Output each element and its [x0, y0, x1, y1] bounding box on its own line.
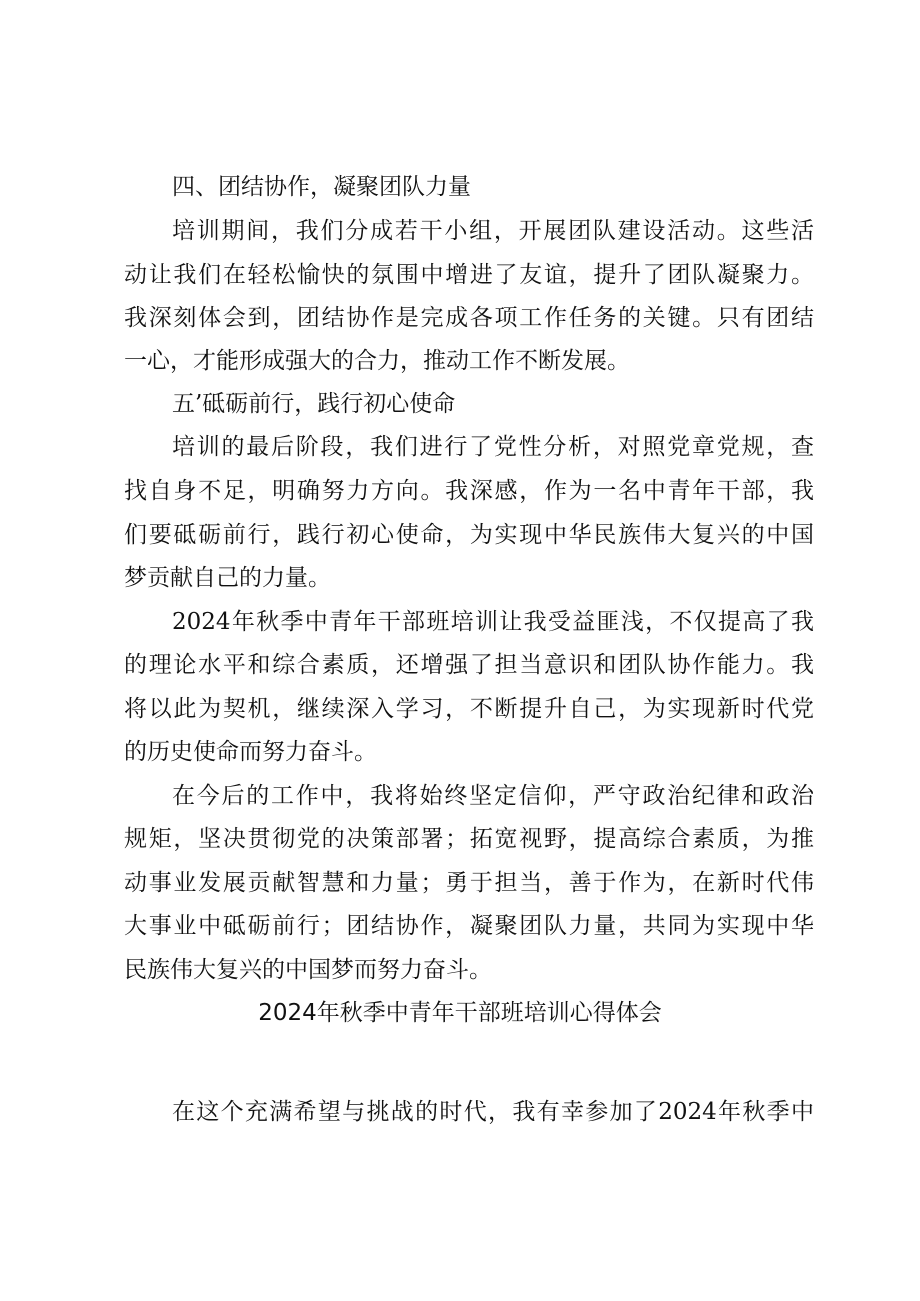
section-5-line-1: 培训的最后阶段，我们进行了党性分析，对照党章党规，查	[172, 434, 814, 460]
section-4-heading: 四、团结协作，凝聚团队力量	[172, 174, 471, 200]
summary-line-2: 的理论水平和综合素质，还增强了担当意识和团队协作能力。我	[124, 652, 814, 678]
section-4-line-3: 我深刻体会到，团结协作是完成各项工作任务的关键。只有团结	[124, 305, 814, 331]
future-line-5: 民族伟大复兴的中国梦而努力奋斗。	[124, 957, 492, 983]
next-article-title: 2024年秋季中青年干部班培训心得体会	[258, 1000, 662, 1026]
future-line-2: 规矩，坚决贯彻党的决策部署；拓宽视野，提高综合素质，为推	[124, 826, 814, 852]
summary-line-4: 的历史使命而努力奋斗。	[124, 739, 377, 765]
section-5-line-2: 找自身不足，明确努力方向。我深感，作为一名中青年干部，我	[124, 478, 814, 504]
section-5-line-3: 们要砥砺前行，践行初心使命，为实现中华民族伟大复兴的中国	[124, 522, 814, 548]
section-5-heading: 五’砥砺前行，践行初心使命	[172, 391, 456, 417]
future-line-3: 动事业发展贡献智慧和力量；勇于担当，善于作为，在新时代伟	[124, 870, 814, 896]
summary-line-3: 将以此为契机，继续深入学习，不断提升自己，为实现新时代党	[124, 696, 814, 722]
next-article-first-line: 在这个充满希望与挑战的时代，我有幸参加了2024年秋季中	[172, 1099, 814, 1125]
section-4-line-1: 培训期间，我们分成若干小组，开展团队建设活动。这些活	[172, 218, 814, 244]
section-5-line-4: 梦贡献自己的力量。	[124, 565, 331, 591]
summary-line-1: 2024年秋季中青年干部班培训让我受益匪浅，不仅提高了我	[172, 609, 814, 635]
section-4-line-4: 一心，才能形成强大的合力，推动工作不断发展。	[124, 348, 630, 374]
future-line-4: 大事业中砥砺前行；团结协作，凝聚团队力量，共同为实现中华	[124, 913, 814, 939]
future-line-1: 在今后的工作中，我将始终坚定信仰，严守政治纪律和政治	[172, 783, 814, 809]
section-4-line-2: 动让我们在轻松愉快的氛围中增进了友谊，提升了团队凝聚力。	[124, 262, 814, 288]
